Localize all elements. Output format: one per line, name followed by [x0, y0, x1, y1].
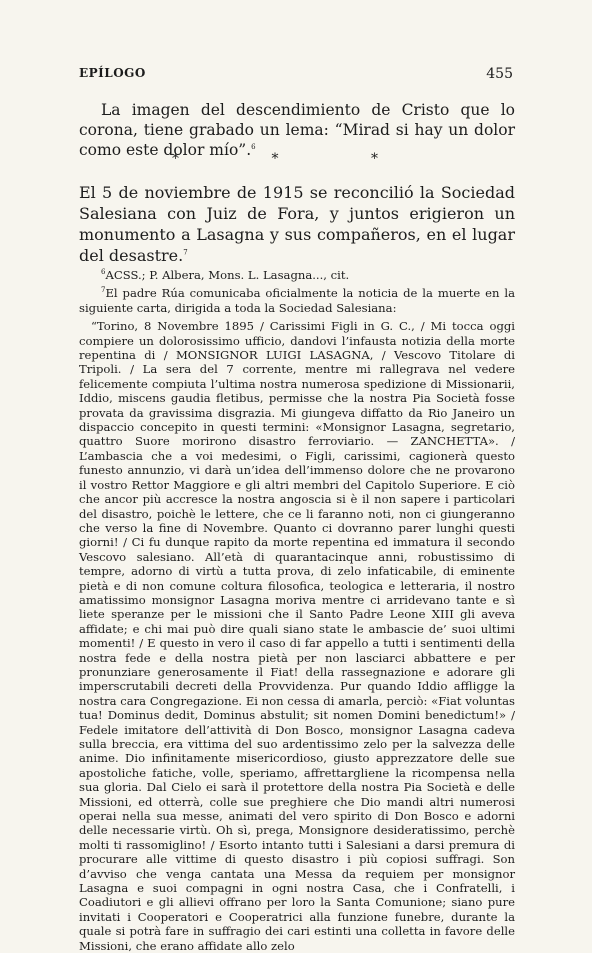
footnote-ref-6: 6 — [251, 142, 256, 151]
footnote-6-text: ACSS.; P. Albera, Mons. L. Lasagna..., cit. — [105, 268, 350, 282]
page-number: 455 — [486, 66, 513, 82]
running-title: EPÍLOGO — [79, 66, 146, 80]
footnote-7 — [79, 286, 515, 315]
footnotes — [79, 268, 515, 953]
footnote-6 — [79, 268, 515, 282]
paragraph-2 — [79, 182, 515, 266]
paragraph-1-text: La imagen del descendimiento de Cristo que lo corona, tiene grabado un lema: “Mirad si hay un dolor como este dolor mío”. — [79, 101, 515, 159]
footnote-7-text: El padre Rúa comunicaba oficialmente la noticia de la muerte en la siguiente carta, dirigida a toda la Sociedad Salesiana: — [79, 286, 515, 315]
footnote-6-marker: 6 — [101, 268, 106, 277]
letter-quote: “Torino, 8 Novembre 1895 / Carissimi Figli in G. C., / Mi tocca oggi compiere un dolorosissimo ufficio, dandovi l’infausta notizia della morte repentina di / MONSIGNOR LUIGI LASAGNA, / Vescovo Titolare di Tripoli. / La sera del 7 corrente, mentre mi rallegrava nel vedere felicemente compiuta l’ultima nostra numerosa spedizione di Missionarii, Iddio, miscens gaudia fletibus, permisse che la nostra Pia Società fosse provata da gravissima disgrazia. Mi giungeva diffatto da Rio Janeiro un dispaccio concepito in questi termini: «Monsignor Lasagna, segretario, quattro Suore morirono disastro ferroviario. — ZANCHETTA». / L’ambascia che a voi medesimi, o Figli, carissimi, cagionerà questo funesto annunzio, vi darà un’idea dell’immenso dolore che ne provarono il vostro Rettor Maggiore e gli altri membri del Capitolo Superiore. E ciò che ancor più accresce la nostra angoscia si è il non sapere i particolari del disastro, poichè le lettere, che ce li faranno noti, non ci giungeranno che verso la fine di Novembre. Quanto ci dovranno parer lunghi questi giorni! / Ci fu dunque rapito da morte repentina ed immatura il secondo Vescovo salesiano. All’età di quarantacinque anni, robustissimo di tempre, adorno di virtù a tutta prova, di zelo infaticabile, di eminente pietà e di non comune coltura filosofica, teologica e letteraria, il nostro amatissimo monsignor Lasagna moriva mentre ci arridevano tante e sì liete speranze per le missioni che il Santo Padre Leone XIII gli aveva affidate; e chi mai può dire quali siano state le ambascie de’ suoi ultimi momenti! / E questo in vero il caso di far appello a tutti i sentimenti della nostra fede e della nostra pietà per non lasciarci abbattere e per pronunziare generosamente il Fiat! della rassegnazione e adorare gli imperscrutabili decreti della Provvidenza. Pur quando Iddio affligge la nostra cara Congregazione. Ei non cessa di amarla, perciò: «Fiat voluntas tua! Dominus dedit, Dominus abstulit; sit nomen Domini benedictum!» / Fedele imitatore dell’attività di Don Bosco, monsignor Lasagna cadeva sulla breccia, era vittima del suo ardentissimo zelo per la salvezza delle anime. Dio infinitamente misericordioso, giusto apprezzatore delle sue apostoliche fatiche, volle, speriamo, affrettargliene la ricompensa nella sua gloria. Dal Cielo ei sarà il protettore della nostra Pia Società e delle Missioni, ed otterrà, colle sue preghiere che Dio mandi altri numerosi operai nella sua messe, animati del vero spirito di Don Bosco e adorni delle necessarie virtù. Oh sì, prega, Monsignore desideratissimo, perchè molti ti rassomiglino! / Esorto intanto tutti i Salesiani a darsi premura di procurare alle vittime di questo disastro i più copiosi suffragi. Son d’avviso che venga cantata una Messa da requiem per monsignor Lasagna e suoi compagni in ogni nostra Casa, che i Confratelli, i Coadiutori e gli allievi offrano per loro la Santa Comunione; siano pure invitati i Cooperatori e Cooperatrici alla funzione funebre, durante la quale si potrà fare in suffragio dei cari estinti una colletta in favore delle Missioni, che erano affidate allo zelo — [79, 319, 515, 953]
paragraph-2-text: El 5 de noviembre de 1915 se reconcilió la Sociedad Salesiana con Juiz de Fora, y juntos erigieron un monumento a Lasagna y sus compañeros, en el lugar del desastre. — [79, 183, 515, 265]
footnote-ref-7: 7 — [183, 248, 188, 257]
page-header — [79, 66, 513, 84]
footnote-7-marker: 7 — [101, 286, 106, 295]
section-separator: * * * — [172, 151, 422, 167]
